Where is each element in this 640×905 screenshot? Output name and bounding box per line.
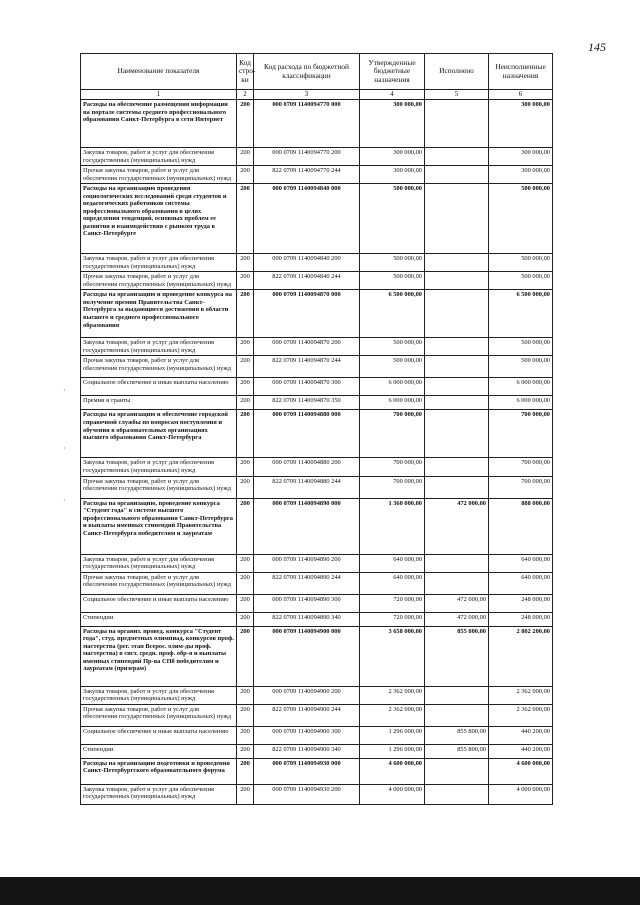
table-row — [81, 498, 553, 554]
row-line-code: 200 — [237, 166, 254, 184]
table-row — [81, 744, 553, 758]
header-expense-code: Код расхода по бюджетной классификации — [254, 54, 360, 90]
row-unexecuted: 2 362 000,00 — [489, 686, 553, 704]
table-row — [81, 254, 553, 272]
row-expense-code: 000 0709 1140094770 000 — [254, 100, 360, 148]
table-row — [81, 784, 553, 804]
scan-bottom-edge — [0, 877, 640, 905]
row-executed — [425, 290, 489, 338]
header-line-code: Код стро-ки — [237, 54, 254, 90]
table-row — [81, 272, 553, 290]
row-approved: 2 362 000,00 — [360, 686, 425, 704]
row-approved: 3 658 000,00 — [360, 626, 425, 686]
column-number: 4 — [360, 90, 425, 100]
row-expense-code: 822 0709 1140094900 340 — [254, 744, 360, 758]
row-approved: 4 600 000,00 — [360, 758, 425, 784]
row-approved: 4 000 000,00 — [360, 784, 425, 804]
row-approved: 700 000,00 — [360, 410, 425, 458]
row-approved: 640 000,00 — [360, 554, 425, 572]
row-executed: 855 800,00 — [425, 726, 489, 744]
row-approved: 300 000,00 — [360, 148, 425, 166]
row-unexecuted: 440 200,00 — [489, 726, 553, 744]
row-name: Расходы на организацию и обеспечение городской справочной службы по вопросам поступления и обучения в образовательных организациях высшего образования Санкт-Петербурга — [81, 410, 237, 458]
row-line-code: 200 — [237, 290, 254, 338]
row-line-code: 200 — [237, 100, 254, 148]
row-line-code: 200 — [237, 410, 254, 458]
table-row — [81, 100, 553, 148]
row-executed — [425, 338, 489, 356]
row-unexecuted: 300 000,00 — [489, 100, 553, 148]
row-name: Стипендии — [81, 612, 237, 626]
row-expense-code: 000 0709 1140094880 000 — [254, 410, 360, 458]
table-body — [81, 100, 553, 805]
row-unexecuted: 6 000 000,00 — [489, 396, 553, 410]
table-row — [81, 396, 553, 410]
row-line-code: 200 — [237, 378, 254, 396]
table-row — [81, 626, 553, 686]
row-approved: 500 000,00 — [360, 184, 425, 254]
row-line-code: 200 — [237, 758, 254, 784]
column-number: 3 — [254, 90, 360, 100]
row-approved: 500 000,00 — [360, 272, 425, 290]
row-executed — [425, 184, 489, 254]
row-line-code: 200 — [237, 148, 254, 166]
header-unexecuted: Неисполненные назначения — [489, 54, 553, 90]
table-row — [81, 290, 553, 338]
row-expense-code: 822 0709 1140094880 244 — [254, 476, 360, 498]
row-executed — [425, 572, 489, 594]
row-executed — [425, 758, 489, 784]
row-executed — [425, 396, 489, 410]
row-expense-code: 822 0709 1140094900 244 — [254, 704, 360, 726]
header-approved: Утвержденные бюджетные назначения — [360, 54, 425, 90]
row-name: Расходы на организацию подготовки и проведения Санкт-Петербургского образовательного форума — [81, 758, 237, 784]
table-row — [81, 476, 553, 498]
scan-edge-mark: · — [63, 444, 66, 453]
row-expense-code: 822 0709 1140094890 244 — [254, 572, 360, 594]
scan-edge-mark: · — [63, 496, 66, 505]
row-expense-code: 000 0709 1140094890 000 — [254, 498, 360, 554]
row-name: Прочая закупка товаров, работ и услуг для обеспечения государственных (муниципальных) нужд — [81, 356, 237, 378]
row-approved: 2 362 000,00 — [360, 704, 425, 726]
table-row — [81, 554, 553, 572]
table-row — [81, 166, 553, 184]
row-unexecuted: 700 000,00 — [489, 476, 553, 498]
row-line-code: 200 — [237, 458, 254, 476]
row-name: Прочая закупка товаров, работ и услуг для обеспечения государственных (муниципальных) нужд — [81, 272, 237, 290]
row-expense-code: 822 0709 1140094770 244 — [254, 166, 360, 184]
row-name: Расходы на организацию, проведение конкурса "Студент года" в системе высшего профессионального образования Санкт-Петербурга и выплаты именных стипендий Правительства Санкт-Петербурга победителям и лауреатам — [81, 498, 237, 554]
row-unexecuted: 640 000,00 — [489, 554, 553, 572]
row-name: Закупка товаров, работ и услуг для обеспечения государственных (муниципальных) нужд — [81, 458, 237, 476]
row-unexecuted: 440 200,00 — [489, 744, 553, 758]
row-expense-code: 000 0709 1140094770 200 — [254, 148, 360, 166]
row-unexecuted: 4 000 000,00 — [489, 784, 553, 804]
row-expense-code: 000 0709 1140094930 200 — [254, 784, 360, 804]
row-unexecuted: 2 802 200,00 — [489, 626, 553, 686]
table-row — [81, 184, 553, 254]
row-approved: 6 000 000,00 — [360, 378, 425, 396]
row-executed — [425, 356, 489, 378]
row-line-code: 200 — [237, 686, 254, 704]
row-line-code: 200 — [237, 272, 254, 290]
row-approved: 720 000,00 — [360, 594, 425, 612]
row-approved: 300 000,00 — [360, 166, 425, 184]
row-unexecuted: 300 000,00 — [489, 166, 553, 184]
header-name: Наименование показателя — [81, 54, 237, 90]
row-name: Социальное обеспечение и иные выплаты населению — [81, 726, 237, 744]
table-row — [81, 594, 553, 612]
row-executed: 472 000,00 — [425, 594, 489, 612]
table-row — [81, 726, 553, 744]
row-unexecuted: 888 000,00 — [489, 498, 553, 554]
row-line-code: 200 — [237, 396, 254, 410]
row-name: Расходы на организацию и проведение конкурса на получение премии Правительства Санкт-Петербурга за выдающиеся достижения в области высшего и среднего профессионального образования — [81, 290, 237, 338]
row-approved: 500 000,00 — [360, 356, 425, 378]
row-unexecuted: 700 000,00 — [489, 458, 553, 476]
row-expense-code: 000 0709 1140094840 000 — [254, 184, 360, 254]
table-row — [81, 612, 553, 626]
row-executed: 855 800,00 — [425, 744, 489, 758]
row-expense-code: 000 0709 1140094890 200 — [254, 554, 360, 572]
row-approved: 1 296 000,00 — [360, 726, 425, 744]
row-name: Стипендии — [81, 744, 237, 758]
row-executed — [425, 458, 489, 476]
row-unexecuted: 500 000,00 — [489, 338, 553, 356]
row-approved: 1 360 000,00 — [360, 498, 425, 554]
table-row — [81, 458, 553, 476]
row-executed — [425, 784, 489, 804]
row-expense-code: 000 0709 1140094870 200 — [254, 338, 360, 356]
row-approved: 700 000,00 — [360, 476, 425, 498]
row-approved: 720 000,00 — [360, 612, 425, 626]
row-executed — [425, 148, 489, 166]
row-executed — [425, 100, 489, 148]
row-executed: 472 000,00 — [425, 612, 489, 626]
row-line-code: 200 — [237, 356, 254, 378]
table-row — [81, 686, 553, 704]
row-executed — [425, 686, 489, 704]
row-expense-code: 822 0709 1140094870 350 — [254, 396, 360, 410]
row-name: Прочая закупка товаров, работ и услуг для обеспечения государственных (муниципальных) нужд — [81, 166, 237, 184]
row-expense-code: 000 0709 1140094930 000 — [254, 758, 360, 784]
row-line-code: 200 — [237, 254, 254, 272]
row-unexecuted: 2 362 000,00 — [489, 704, 553, 726]
scan-edge-mark: · — [63, 386, 66, 395]
row-approved: 500 000,00 — [360, 254, 425, 272]
row-unexecuted: 500 000,00 — [489, 254, 553, 272]
row-unexecuted: 500 000,00 — [489, 356, 553, 378]
row-unexecuted: 6 500 000,00 — [489, 290, 553, 338]
row-line-code: 200 — [237, 784, 254, 804]
table-row — [81, 572, 553, 594]
row-unexecuted: 248 000,00 — [489, 612, 553, 626]
row-approved: 6 500 000,00 — [360, 290, 425, 338]
table-row — [81, 704, 553, 726]
row-unexecuted: 6 000 000,00 — [489, 378, 553, 396]
row-expense-code: 000 0709 1140094890 300 — [254, 594, 360, 612]
row-unexecuted: 4 600 000,00 — [489, 758, 553, 784]
column-number: 5 — [425, 90, 489, 100]
column-number: 6 — [489, 90, 553, 100]
row-line-code: 200 — [237, 572, 254, 594]
table-row — [81, 338, 553, 356]
row-unexecuted: 700 000,00 — [489, 410, 553, 458]
row-unexecuted: 500 000,00 — [489, 272, 553, 290]
row-line-code: 200 — [237, 612, 254, 626]
row-line-code: 200 — [237, 554, 254, 572]
row-line-code: 200 — [237, 726, 254, 744]
row-name: Закупка товаров, работ и услуг для обеспечения государственных (муниципальных) нужд — [81, 338, 237, 356]
row-line-code: 200 — [237, 476, 254, 498]
row-name: Закупка товаров, работ и услуг для обеспечения государственных (муниципальных) нужд — [81, 554, 237, 572]
row-approved: 1 296 000,00 — [360, 744, 425, 758]
row-executed — [425, 476, 489, 498]
row-name: Прочая закупка товаров, работ и услуг для обеспечения государственных (муниципальных) нужд — [81, 704, 237, 726]
row-line-code: 200 — [237, 338, 254, 356]
row-unexecuted: 300 000,00 — [489, 148, 553, 166]
row-approved: 700 000,00 — [360, 458, 425, 476]
row-name: Прочая закупка товаров, работ и услуг для обеспечения государственных (муниципальных) нужд — [81, 476, 237, 498]
row-expense-code: 000 0709 1140094870 000 — [254, 290, 360, 338]
row-name: Закупка товаров, работ и услуг для обеспечения государственных (муниципальных) нужд — [81, 686, 237, 704]
table-row — [81, 758, 553, 784]
table-row — [81, 148, 553, 166]
row-executed — [425, 272, 489, 290]
row-expense-code: 000 0709 1140094900 300 — [254, 726, 360, 744]
row-name: Расходы на организ. провед. конкурса "Студент года", студ. предметных олимпиад, конкурсов проф. мастерства (рег. этап Всерос. олим-ды проф. мастерства) в сист. средн. проф. обр-я и выплаты именных стипендий Пр-ва СПб победителям и лауреатам (призерам) — [81, 626, 237, 686]
row-name: Премии и гранты — [81, 396, 237, 410]
row-expense-code: 822 0709 1140094840 244 — [254, 272, 360, 290]
table-header-row — [81, 54, 553, 90]
row-name: Социальное обеспечение и иные выплаты населению — [81, 378, 237, 396]
row-approved: 300 000,00 — [360, 100, 425, 148]
row-name: Закупка товаров, работ и услуг для обеспечения государственных (муниципальных) нужд — [81, 784, 237, 804]
row-line-code: 200 — [237, 184, 254, 254]
row-expense-code: 822 0709 1140094870 244 — [254, 356, 360, 378]
row-expense-code: 000 0709 1140094870 300 — [254, 378, 360, 396]
row-line-code: 200 — [237, 744, 254, 758]
row-executed — [425, 554, 489, 572]
row-line-code: 200 — [237, 704, 254, 726]
row-unexecuted: 248 000,00 — [489, 594, 553, 612]
row-approved: 6 000 000,00 — [360, 396, 425, 410]
row-name: Расходы на организацию проведения социологических исследований среди студентов и педагогических работников системы профессионального образования в целях определения тенденций, основных проблем ее развития и взаимодействия с рынком труда в Санкт-Петербурге — [81, 184, 237, 254]
row-executed — [425, 410, 489, 458]
header-executed: Исполнено — [425, 54, 489, 90]
row-expense-code: 000 0709 1140094900 000 — [254, 626, 360, 686]
row-name: Социальное обеспечение и иные выплаты населению — [81, 594, 237, 612]
row-executed — [425, 378, 489, 396]
row-approved: 500 000,00 — [360, 338, 425, 356]
row-name: Закупка товаров, работ и услуг для обеспечения государственных (муниципальных) нужд — [81, 254, 237, 272]
row-line-code: 200 — [237, 498, 254, 554]
row-executed — [425, 254, 489, 272]
row-expense-code: 000 0709 1140094900 200 — [254, 686, 360, 704]
row-expense-code: 000 0709 1140094840 200 — [254, 254, 360, 272]
column-number: 2 — [237, 90, 254, 100]
row-line-code: 200 — [237, 626, 254, 686]
budget-execution-table — [80, 53, 553, 805]
table-row — [81, 410, 553, 458]
row-executed: 855 800,00 — [425, 626, 489, 686]
page-number: 145 — [588, 40, 606, 54]
row-approved: 640 000,00 — [360, 572, 425, 594]
row-expense-code: 822 0709 1140094890 340 — [254, 612, 360, 626]
column-number: 1 — [81, 90, 237, 100]
row-unexecuted: 500 000,00 — [489, 184, 553, 254]
row-unexecuted: 640 000,00 — [489, 572, 553, 594]
column-number-row — [81, 90, 553, 100]
row-name: Закупка товаров, работ и услуг для обеспечения государственных (муниципальных) нужд — [81, 148, 237, 166]
row-name: Прочая закупка товаров, работ и услуг для обеспечения государственных (муниципальных) нужд — [81, 572, 237, 594]
row-executed: 472 000,00 — [425, 498, 489, 554]
table-row — [81, 378, 553, 396]
row-name: Расходы на обеспечение размещения информации на портале системы среднего профессионального образования Санкт-Петербурга в сети Интернет — [81, 100, 237, 148]
row-executed — [425, 166, 489, 184]
row-expense-code: 000 0709 1140094880 200 — [254, 458, 360, 476]
table-row — [81, 356, 553, 378]
row-executed — [425, 704, 489, 726]
row-line-code: 200 — [237, 594, 254, 612]
